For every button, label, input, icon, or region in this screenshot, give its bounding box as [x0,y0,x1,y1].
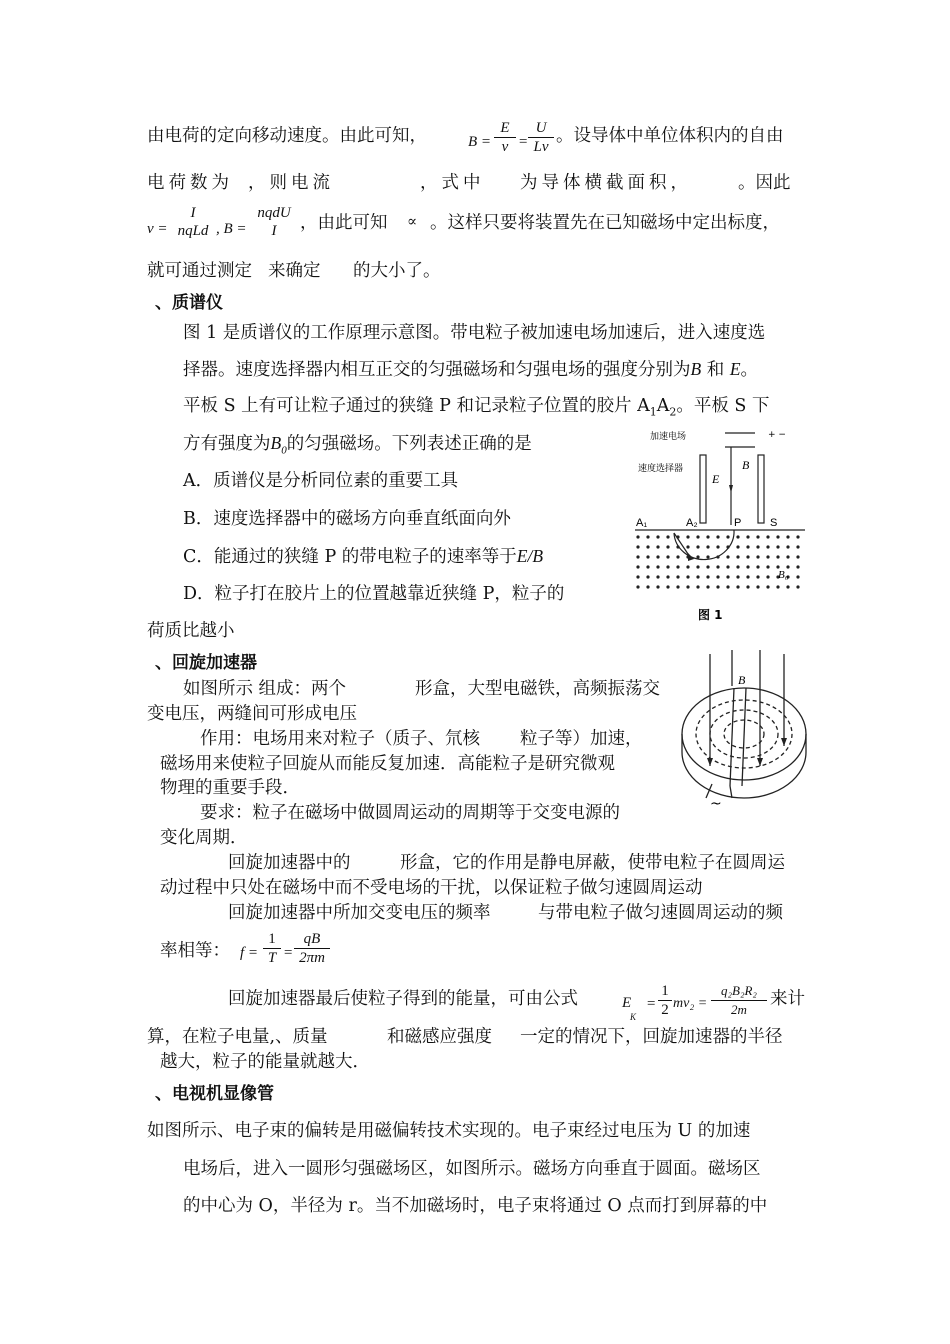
var-b: B [690,359,702,379]
hall-line2d: 为导体横截面积， [520,173,692,193]
field-dot [766,555,769,558]
field-dot [686,585,689,588]
field-dot [736,555,739,558]
field-dot [796,555,799,558]
fig-b: B [742,458,750,472]
frac-num: 1 [658,982,672,1001]
eq-mv: mv₂ = [673,996,708,1011]
field-dot [746,575,749,578]
frac-den: Lv [533,139,549,155]
field-dot [666,565,669,568]
frac-num: E [494,119,516,138]
eq-b-lhs: B = [468,134,492,150]
frac-num: 1 [263,930,281,949]
field-dot [716,585,719,588]
frac-u-over-lv [528,119,554,156]
field-dot [636,545,639,548]
field-dot [696,565,699,568]
field-dot [756,585,759,588]
fig-accel-label: 加速电场 [650,432,687,442]
frac-nqdu-over-i [250,204,298,240]
frac-den: I [271,223,277,239]
hall-line4b: 来确定 [268,261,321,281]
field-dot [766,585,769,588]
field-dot [696,575,699,578]
field-dot [666,575,669,578]
frac-num: q₂B₂R₂ [711,982,767,1001]
text: 的匀强磁场。下列表述正确的是 [286,434,532,454]
cyclotron-p1b: 形盒，大型电磁铁，高频振荡交 [415,679,660,699]
sub: 2 [669,405,677,419]
field-dot [636,585,639,588]
frac-qb-over-2pim [294,930,330,967]
field-dot [656,555,659,558]
sub: 0 [281,444,287,457]
field-dot [636,535,639,538]
cyclotron-p3: 作用：电场用来对粒子（质子、氘核 [200,729,480,749]
field-dot [696,535,699,538]
tv-p1: 如图所示、电子束的偏转是用磁偏转技术实现的。电子束经过电压为 U 的加速 [147,1121,751,1141]
arrow-down-icon [729,485,733,493]
magnetic-field-dots [636,535,799,588]
field-dot [746,555,749,558]
field-dot [756,545,759,548]
cyclotron-p8b: 形盒，它的作用是静电屏蔽，使带电粒子在圆周运 [400,853,785,873]
fig-caption: 图 1 [698,608,723,622]
section-heading-tv: 、电视机显像管 [155,1084,274,1104]
option-c [183,545,543,568]
field-dot [736,535,739,538]
hall-line3b: ，由此可知 [300,213,388,233]
hall-line2a: 电荷数为 [147,173,233,193]
frac-den: 2 [661,1002,669,1018]
eq-b-lhs-2: , B = [216,221,247,237]
text: 择器。速度选择器内相互正交的匀强磁场和匀强电场的强度分别为 [183,360,691,380]
arrow-down-icon [781,738,787,746]
eq-v-lhs: v = [147,221,168,237]
var-eb: E/B [516,546,544,566]
cyclotron-p13: 算，在粒子电量,、质量 [147,1027,328,1047]
cyclotron-p4: 磁场用来使粒子回旋从而能反复加速．高能粒子是研究微观 [160,754,615,774]
hall-line4: 就可通过测定 [147,261,252,281]
field-dot [666,535,669,538]
fig-selector-label: 速度选择器 [638,464,684,474]
cyclotron-p10: 回旋加速器中所加交变电压的频率 [228,903,491,923]
frac-den: nqLd [177,223,209,239]
field-dot [686,555,689,558]
spectrometer-p2 [183,358,758,381]
field-dot [646,535,649,538]
text: 。平板 S 下 [676,396,770,416]
field-dot [676,545,679,548]
field-dot [726,545,729,548]
field-dot [706,585,709,588]
spectrometer-p1: 图 1 是质谱仪的工作原理示意图。带电粒子被加速电场加速后，进入速度选 [183,323,766,343]
hall-line2b: ，则电流 [248,173,334,193]
frac-i-over-nqld [170,204,216,240]
cyclotron-p12b: 来计 [770,989,805,1009]
var-b: B [270,433,282,453]
field-dot [776,535,779,538]
frac-num: I [190,205,196,221]
field-dot [796,585,799,588]
section-heading-spectrometer: 、质谱仪 [155,293,223,313]
frac-num: U [528,119,554,138]
field-dot [706,555,709,558]
tv-p2: 电场后，进入一圆形匀强磁场区，如图所示。磁场方向垂直于圆面。磁场区 [183,1159,761,1179]
field-dot [746,535,749,538]
eq-sign: = [283,945,294,961]
field-dot [686,545,689,548]
field-dot [716,565,719,568]
field-dot [686,535,689,538]
hall-line1b: 。设导体中单位体积内的自由 [556,126,784,146]
field-dot [766,575,769,578]
propto-symbol: ∝ [407,212,418,230]
field-dot [726,535,729,538]
option-b: B．速度选择器中的磁场方向垂直纸面向外 [183,509,511,529]
text: A [656,396,670,416]
field-dot [656,535,659,538]
cyclotron-figure [672,646,822,811]
field-dot [646,575,649,578]
text: C．能通过的狭缝 P 的带电粒子的速率等于 [183,547,517,567]
frac-den: 2m [731,1002,747,1017]
field-dot [766,545,769,548]
var-ek-sub: K [630,1012,637,1022]
field-dot [736,545,739,548]
arrow-down-icon [707,758,713,766]
frac-den: T [267,950,277,966]
option-a: A．质谱仪是分析同位素的重要工具 [183,471,459,491]
hall-line4c: 的大小了。 [353,261,441,281]
field-dot [676,575,679,578]
cyclotron-p10b: 与带电粒子做匀速圆周运动的频 [538,903,783,923]
cyclotron-p8: 回旋加速器中的 [228,853,351,873]
field-dot [696,545,699,548]
field-dot [756,565,759,568]
field-dot [706,535,709,538]
field-dot [696,555,699,558]
fig-a2: A₂ [686,517,698,529]
field-dot [726,575,729,578]
field-dot [656,565,659,568]
hall-line2c: ，式中 [420,173,485,193]
text: 。 [740,360,759,380]
text: 和 [701,360,730,380]
section-heading-cyclotron: 、回旋加速器 [155,653,257,673]
field-dot [706,565,709,568]
frac-1-over-t [263,930,281,967]
frac-num: nqdU [257,205,291,221]
frac-q2b2r2-over-2m [711,982,767,1019]
field-dot [646,545,649,548]
field-dot [786,555,789,558]
text: 平板 S 上有可让粒子通过的狭缝 P 和记录粒子位置的胶片 A [183,396,650,416]
arrow-down-icon [757,758,763,766]
var-ek: E [622,995,632,1011]
field-dot [766,565,769,568]
fig-b0: B₀ [778,569,789,581]
field-dot [716,555,719,558]
field-dot [786,535,789,538]
cyclotron-p6: 要求：粒子在磁场中做圆周运动的周期等于交变电源的 [200,803,620,823]
field-dot [776,585,779,588]
field-dot [666,585,669,588]
field-dot [776,545,779,548]
field-dot [746,565,749,568]
field-dot [746,545,749,548]
fig-a1: A₁ [636,517,648,529]
sub: 1 [649,405,657,419]
cyclotron-p13c: 一定的情况下，回旋加速器的半径 [520,1027,783,1047]
eq-sign: = [646,996,657,1012]
field-dot [726,565,729,568]
cyclotron-p7: 变化周期． [160,828,248,848]
eq-f-lhs: f = [240,945,259,961]
fig-plus-minus: + − [768,430,786,440]
field-dot [676,535,679,538]
frac-e-over-v [494,119,516,156]
frac-1-over-2 [658,982,672,1019]
field-dot [656,575,659,578]
cyclotron-p12: 回旋加速器最后使粒子得到的能量，可由公式 [228,989,578,1009]
field-dot [716,575,719,578]
field-dot [766,535,769,538]
field-dot [656,585,659,588]
hall-line2e: 。因此 [738,173,791,193]
frac-num: qB [294,930,330,949]
field-dot [726,585,729,588]
field-dot [796,565,799,568]
field-dot [636,575,639,578]
cyclotron-p5: 物理的重要手段． [160,778,300,798]
field-dot [646,565,649,568]
field-dot [756,575,759,578]
text: 方有强度为 [183,434,271,454]
cyclotron-p1: 如图所示 组成：两个 [183,679,347,699]
fig-b: B [738,673,746,687]
field-dot [736,585,739,588]
field-dot [706,575,709,578]
field-dot [676,555,679,558]
fig-p: P [734,517,742,529]
field-dot [646,555,649,558]
field-dot [666,555,669,558]
field-dot [746,585,749,588]
cyclotron-p11: 率相等： [160,941,230,961]
frac-den: v [501,139,509,155]
field-dot [686,575,689,578]
fig-e: E [712,472,720,486]
var-e: E [729,359,741,379]
cyclotron-p14: 越大，粒子的能量就越大． [160,1052,370,1072]
option-d: D．粒子打在胶片上的位置越靠近狭缝 P，粒子的 [183,584,565,604]
field-dot [656,545,659,548]
field-dot [676,565,679,568]
field-dot [686,565,689,568]
field-dot [756,555,759,558]
hall-line1: 由电荷的定向移动速度。由此可知， [147,126,427,146]
spectrometer-p3 [183,395,769,424]
cyclotron-p9: 动过程中只处在磁场中而不受电场的干扰，以保证粒子做匀速圆周运动 [160,878,703,898]
field-dot [676,585,679,588]
cyclotron-p13b: 和磁感应强度 [387,1027,492,1047]
spectrometer-p4 [183,432,532,462]
field-dot [796,545,799,548]
field-dot [736,575,739,578]
ac-source-symbol: ~ [710,796,722,811]
eq-sign: = [518,134,529,150]
fig-s: S [770,517,778,529]
option-d-cont: 荷质比越小 [147,621,235,641]
field-dot [786,585,789,588]
mass-spectrometer-figure [630,425,810,625]
field-dot [696,585,699,588]
field-dot [716,545,719,548]
field-dot [796,535,799,538]
field-dot [736,565,739,568]
frac-den: 2πm [299,950,325,966]
field-dot [706,545,709,548]
field-dot [636,565,639,568]
field-dot [726,555,729,558]
cyclotron-p2: 变电压，两缝间可形成电压 [147,704,357,724]
field-dot [636,555,639,558]
field-dot [716,535,719,538]
field-dot [646,585,649,588]
field-dot [776,555,779,558]
field-dot [666,545,669,548]
tv-p3: 的中心为 O，半径为 r。当不加磁场时，电子束将通过 O 点而打到屏幕的中 [183,1196,768,1216]
field-dot [786,545,789,548]
cyclotron-p3b: 粒子等）加速， [520,729,643,749]
field-dot [796,575,799,578]
field-dot [756,535,759,538]
hall-line3c: 。这样只要将装置先在已知磁场中定出标度， [430,213,780,233]
